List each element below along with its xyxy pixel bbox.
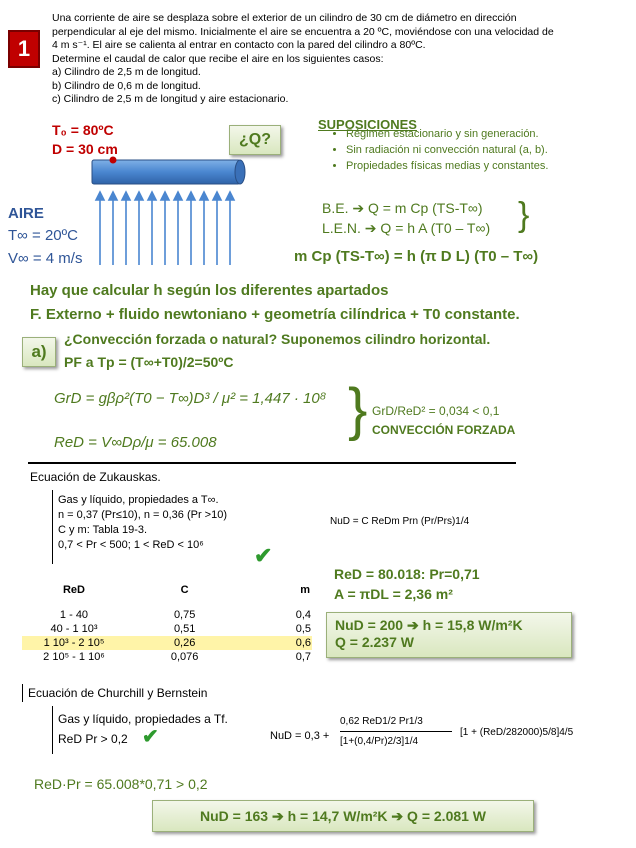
- statement-line: a) Cilindro de 2,5 m de longitud.: [52, 66, 201, 78]
- cylinder-end: [235, 160, 245, 184]
- churchill-formula-left: NuD = 0,3 +: [270, 730, 330, 742]
- checkmark-icon: ✔: [254, 543, 273, 568]
- header-re: ReD: [62, 584, 85, 596]
- checkmark-icon: ✔: [142, 726, 159, 748]
- table-row: [22, 622, 312, 636]
- statement-line: Determine el caudal de calor que recibe el aire en los siguientes casos:: [52, 52, 384, 65]
- cell-re: 40 - 1 10³: [50, 623, 98, 635]
- newton-law: L.E.N. ➔ Q = h A (T0 – T∞): [322, 220, 491, 236]
- cell-c: 0,076: [170, 651, 199, 663]
- reynolds-formula: ReD = V∞Dρ/μ = 65.008: [54, 434, 217, 451]
- condition-line: Gas y líquido, propiedades a T∞.: [58, 494, 219, 506]
- header-c: C: [180, 584, 189, 596]
- statement-line: 4 m s⁻¹. El aire se calienta al entrar en contacto con la pared del cilindro a 80ºC.: [52, 39, 426, 51]
- convection-verdict: CONVECCIÓN FORZADA: [372, 423, 516, 437]
- zukauskas-title: Ecuación de Zukauskas.: [30, 470, 161, 484]
- cylinder-diagram: [86, 150, 248, 268]
- bracket-line: [52, 706, 53, 754]
- condition-line: C y m: Tabla 19-3.: [58, 524, 148, 536]
- air-temperature: T∞ = 20ºC: [8, 227, 78, 244]
- airflow-arrows: [96, 192, 234, 265]
- area-value: A = πDL = 2,36 m²: [334, 586, 453, 602]
- combined-equation: m Cp (TS-T∞) = h (π D L) (T0 – T∞): [294, 248, 539, 265]
- suposiciones-title: SUPOSICIONES: [318, 117, 417, 132]
- bracket-line: [22, 684, 23, 702]
- problem-number-badge: [8, 30, 40, 68]
- cell-m: 0,5: [295, 623, 311, 635]
- table-row-highlighted: [22, 636, 312, 650]
- part-a-label: a): [22, 337, 56, 367]
- note-conditions: F. Externo + fluido newtoniano + geometría cilíndrica + T0 constante.: [30, 306, 520, 323]
- brace-icon: }: [348, 377, 368, 442]
- cell-m: 0,6: [295, 637, 311, 649]
- churchill-condition: ReD Pr > 0,2: [58, 732, 128, 746]
- energy-balance: B.E. ➔ Q = m Cp (TS-T∞): [322, 200, 483, 216]
- table-row: [22, 608, 312, 622]
- cell-re: 1 - 40: [59, 609, 89, 621]
- cell-re: 1 10³ - 2 10⁵: [43, 637, 105, 649]
- wall-temperature-label: T₀ = 80ºC: [52, 122, 114, 138]
- part-a-question: ¿Convección forzada o natural? Suponemos cilindro horizontal.: [64, 331, 491, 347]
- statement-line: c) Cilindro de 2,5 m de longitud y aire estacionario.: [52, 93, 289, 105]
- gr-re-ratio: GrD/ReD² = 0,034 < 0,1: [372, 404, 500, 418]
- zukauskas-conditions: [58, 493, 227, 553]
- wall-point-marker: [110, 157, 117, 164]
- problem-statement: [52, 12, 628, 107]
- zukauskas-table: [22, 582, 312, 664]
- header-m: m: [300, 584, 310, 596]
- table-row: [22, 650, 312, 664]
- suposicion-item: • Régimen estacionario y sin generación.: [346, 127, 636, 142]
- churchill-formula-numerator: 0,62 ReD1/2 Pr1/3: [340, 716, 423, 727]
- final-result-box: NuD = 163 ➔ h = 14,7 W/m²K ➔ Q = 2.081 W: [152, 800, 534, 832]
- statement-line: b) Cilindro de 0,6 m de longitud.: [52, 79, 201, 92]
- churchill-condition: Gas y líquido, propiedades a Tf.: [58, 712, 228, 726]
- film-temperature: PF a Tp = (T∞+T0)/2=50ºC: [64, 354, 234, 370]
- grashof-formula: GrD = gβρ²(T0 − T∞)D³ / μ² = 1,447 · 10⁸: [54, 390, 327, 407]
- reynolds-prandtl-check: ReD·Pr = 65.008*0,71 > 0,2: [34, 776, 208, 792]
- brace-icon: }: [518, 196, 530, 234]
- diameter-label: D = 30 cm: [52, 141, 118, 157]
- air-label: AIRE: [8, 205, 44, 222]
- churchill-formula-denominator: [1+(0,4/Pr)2/3]1/4: [340, 736, 419, 747]
- condition-line: n = 0,37 (Pr≤10), n = 0,36 (Pr >10): [58, 509, 227, 521]
- fraction-bar: [340, 731, 452, 732]
- cell-c: 0,51: [173, 623, 196, 635]
- reynolds-prandtl-values: ReD = 80.018: Pr=0,71: [334, 566, 480, 582]
- statement-line: Una corriente de aire se desplaza sobre el exterior de un cilindro de 30 cm de diámetro en dirección: [52, 12, 517, 24]
- problem-number: 1: [17, 36, 31, 61]
- air-velocity: V∞ = 4 m/s: [8, 250, 83, 267]
- condition-line: 0,7 < Pr < 500; 1 < ReD < 10⁶: [58, 539, 204, 551]
- result-a-box: [326, 612, 572, 658]
- churchill-title: Ecuación de Churchill y Bernstein: [28, 686, 208, 700]
- table-header-row: [22, 582, 312, 598]
- cell-re: 2 10⁵ - 1 10⁶: [43, 651, 105, 663]
- suposicion-item: • Sin radiación ni convección natural (a, b).: [346, 143, 636, 158]
- cell-c: 0,26: [173, 637, 196, 649]
- suposiciones-list: [300, 126, 636, 175]
- statement-line: perpendicular al eje del mismo. Inicialmente el aire se encuentra a 20 ºC, moviéndose con una velocidad de: [52, 25, 554, 38]
- suposicion-item: • Propiedades físicas medias y constantes.: [346, 159, 636, 174]
- divider: [28, 462, 516, 464]
- zukauskas-formula: NuD = C ReDm Prn (Pr/Prs)1/4: [330, 516, 470, 527]
- cylinder-body: [92, 160, 240, 184]
- cell-m: 0,7: [295, 651, 311, 663]
- unknown-q-box: ¿Q?: [229, 125, 281, 155]
- cell-m: 0,4: [295, 609, 311, 621]
- bracket-line: [52, 490, 53, 564]
- nusselt-result: NuD = 200 ➔ h = 15,8 W/m²K: [335, 617, 523, 633]
- cell-c: 0,75: [173, 609, 196, 621]
- churchill-formula-right: [1 + (ReD/282000)5/8]4/5: [460, 727, 574, 738]
- note-calculate-h: Hay que calcular h según los diferentes apartados: [30, 282, 389, 299]
- heat-flow-result: Q = 2.237 W: [335, 634, 414, 650]
